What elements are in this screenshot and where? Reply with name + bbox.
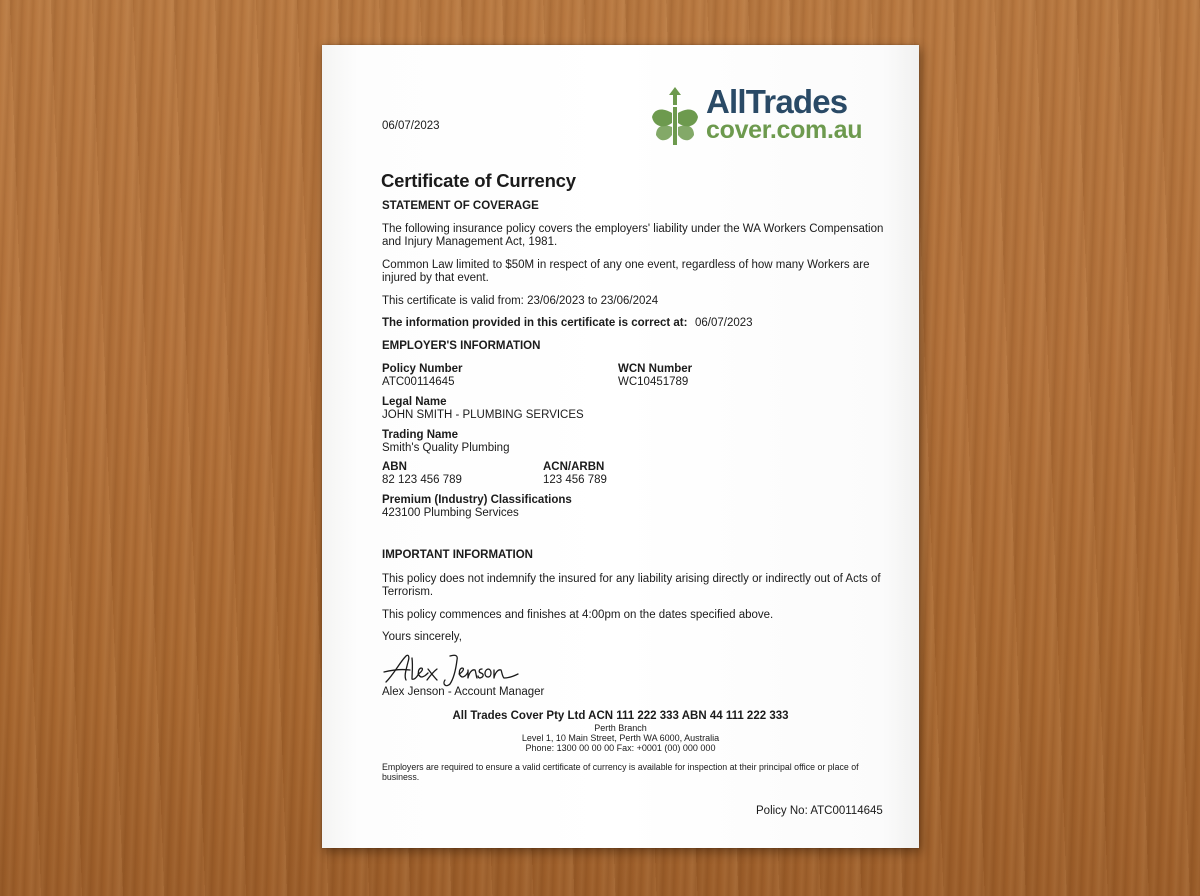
trading-name-label: Trading Name: [382, 429, 459, 441]
wcn-number-label: WCN Number: [618, 363, 693, 375]
acn-value: 123 456 789: [543, 474, 607, 486]
address: Level 1, 10 Main Street, Perth WA 6000, Australia: [521, 733, 720, 743]
legal-name-label: Legal Name: [382, 396, 447, 408]
premium-value: 423100 Plumbing Services: [382, 507, 519, 519]
company-logo: [650, 83, 890, 149]
phone-fax: Phone: 1300 00 00 00 Fax: +0001 (00) 000 000: [525, 743, 716, 753]
valid-dates: This certificate is valid from: 23/06/2023 to 23/06/2024: [382, 295, 659, 307]
statement-para-1: The following insurance policy covers the employers' liability under the WA Workers Compensation and Injury Management Act, 1981.: [382, 223, 884, 248]
statement-para-2: Common Law limited to $50M in respect of any one event, regardless of how many Workers are injured by that event.: [382, 259, 870, 284]
acn-label: ACN/ARBN: [543, 461, 605, 473]
statement-heading: STATEMENT OF COVERAGE: [382, 200, 539, 212]
policy-number-label: Policy Number: [382, 363, 463, 375]
important-para-1: This policy does not indemnify the insured for any liability arising directly or indirectly out of Acts of Terrorism.: [382, 573, 881, 598]
alltrades-logo-icon: [650, 83, 700, 149]
policy-no-footer: Policy No: ATC00114645: [756, 805, 883, 817]
abn-label: ABN: [382, 461, 407, 473]
important-para-2: This policy commences and finishes at 4:00pm on the dates specified above.: [382, 609, 774, 621]
employer-heading: EMPLOYER'S INFORMATION: [382, 340, 541, 352]
document-date: 06/07/2023: [382, 120, 440, 132]
premium-label: Premium (Industry) Classifications: [382, 494, 572, 506]
logo-url: cover.com.au: [706, 116, 863, 144]
trading-name-value: Smith's Quality Plumbing: [382, 442, 510, 454]
legal-name-value: JOHN SMITH - PLUMBING SERVICES: [382, 409, 584, 421]
logo-name: AllTrades: [706, 83, 848, 120]
certificate-title: Certificate of Currency: [381, 170, 576, 191]
wcn-number-value: WC10451789: [618, 376, 689, 388]
abn-value: 82 123 456 789: [382, 474, 462, 486]
branch: Perth Branch: [594, 723, 647, 733]
certificate-paper: [322, 45, 919, 848]
important-heading: IMPORTANT INFORMATION: [382, 549, 533, 561]
company-line: All Trades Cover Pty Ltd ACN 111 222 333 ABN 44 111 222 333: [452, 710, 789, 722]
correct-at-label: The information provided in this certificate is correct at:: [382, 317, 688, 329]
correct-at-date: 06/07/2023: [695, 317, 753, 329]
policy-number-value: ATC00114645: [382, 376, 455, 388]
signature: [380, 648, 520, 690]
signatory: Alex Jenson - Account Manager: [382, 686, 545, 698]
closing: Yours sincerely,: [382, 631, 462, 643]
footnote: Employers are required to ensure a valid certificate of currency is available for inspection at their principal office or place of business.: [382, 762, 859, 782]
